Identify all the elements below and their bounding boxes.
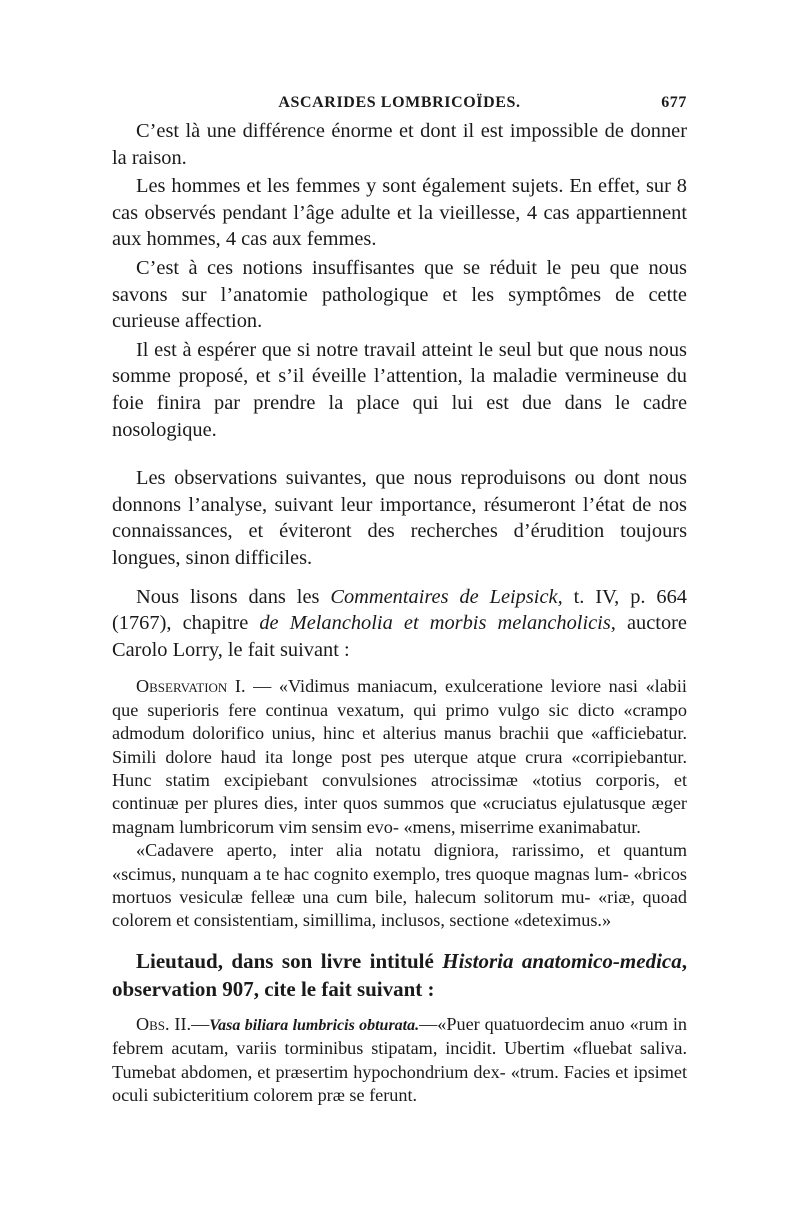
lieutaud-text-2: , observation 907, cite le fait suivant : [112, 948, 687, 1001]
book-page [112, 92, 687, 1107]
paragraph-notions: C’est à ces notions insuffisantes que se réduit le peu que nous savons sur l’anatomie pathologique et les symptômes de cette curieuse affection. [112, 256, 687, 333]
page-number: 677 [661, 94, 687, 111]
lieutaud-book-title: Historia anatomico-medica [442, 948, 682, 973]
running-header [112, 92, 687, 118]
observation-2 [112, 1013, 687, 1108]
lieutaud-text-1: Lieutaud, dans son livre intitulé [136, 948, 443, 973]
observation-1-continued: «Cadavere aperto, inter alia notatu digniora, rarissimo, et quantum «scimus, nunquam a te hac cognito exemplo, tres quoque magnas lum- «bricos mortuos vesiculæ felleæ una cum bile, halecum solitorum mu- «riæ, quoad colorem et consistentiam, simillima, inclusos, sectione «deteximus.» [112, 840, 687, 931]
paragraph-lieutaud [112, 947, 687, 1003]
paragraph-leipsick [112, 584, 687, 664]
leipsick-text-1: Nous lisons dans les [136, 585, 331, 608]
observation-2-title: Vasa biliara lumbricis obturata. [209, 1016, 420, 1034]
observation-2-dash: — [191, 1013, 210, 1034]
observation-1-text: — «Vidimus maniacum, exulceratione leviore nasi «labii que superioris fere continua vexatum, qui primo vulgo sic dicto «crampo admodum dolorifico unius, hinc et alterius manus brachii que «afficiebatur. Simili dolore haud ita longe post pes uterque atque crura «corripiebantur. Hunc statim excipiebant convulsiones atrocissimæ «totius corporis, et continuæ per plures dies, inter quos summos que «cruciatus ejulatusque æger magnam lumbricorum vim sensim evo- «mens, miserrime exanimabatur. [112, 676, 687, 837]
paragraph-observations-intro: Les observations suivantes, que nous reproduisons ou dont nous donnons l’analyse, suivant leur importance, résumeront l’état de nos connaissances, et éviteront des recherches d’érudition toujours longues, sinon difficiles. [112, 467, 687, 569]
observation-1 [112, 675, 687, 839]
observation-1-label: Observation I. [136, 676, 246, 697]
running-title: ASCARIDES LOMBRICOÏDES. [278, 94, 521, 111]
paragraph-difference: C’est là une différence énorme et dont il est impossible de donner la raison. [112, 120, 687, 169]
observation-2-text: —«Puer quatuordecim anuo «rum in febrem acutam, variis torminibus stipatam, incidit. Ubertim «fluebat saliva. Tumebat abdomen, et præsertim hypochondrium dex- «trum. Facies et ipsimet oculi subicteritium colorem præ se ferunt. [112, 1013, 687, 1105]
leipsick-chapter-title: de Melancholia et morbis melancholicis, [259, 612, 616, 635]
leipsick-text-3: auctore Carolo Lorry, le fait suivant : [112, 612, 687, 661]
paragraph-sexes: Les hommes et les femmes y sont également sujets. En effet, sur 8 cas observés pendant l’âge adulte et la vieillesse, 4 cas appartiennent aux hommes, 4 cas aux femmes. [112, 175, 687, 251]
observation-2-label: Obs. II. [136, 1013, 192, 1034]
paragraph-hope: Il est à espérer que si notre travail atteint le seul but que nous nous somme proposé, et s’il éveille l’attention, la maladie vermineuse du foie finira par prendre la place qui lui est due dans le cadre nosologique. [112, 338, 687, 441]
leipsick-text-2: t. IV, p. 664 (1767), chapitre [112, 585, 687, 635]
leipsick-journal-title: Commentaires de Leipsick, [330, 585, 563, 608]
